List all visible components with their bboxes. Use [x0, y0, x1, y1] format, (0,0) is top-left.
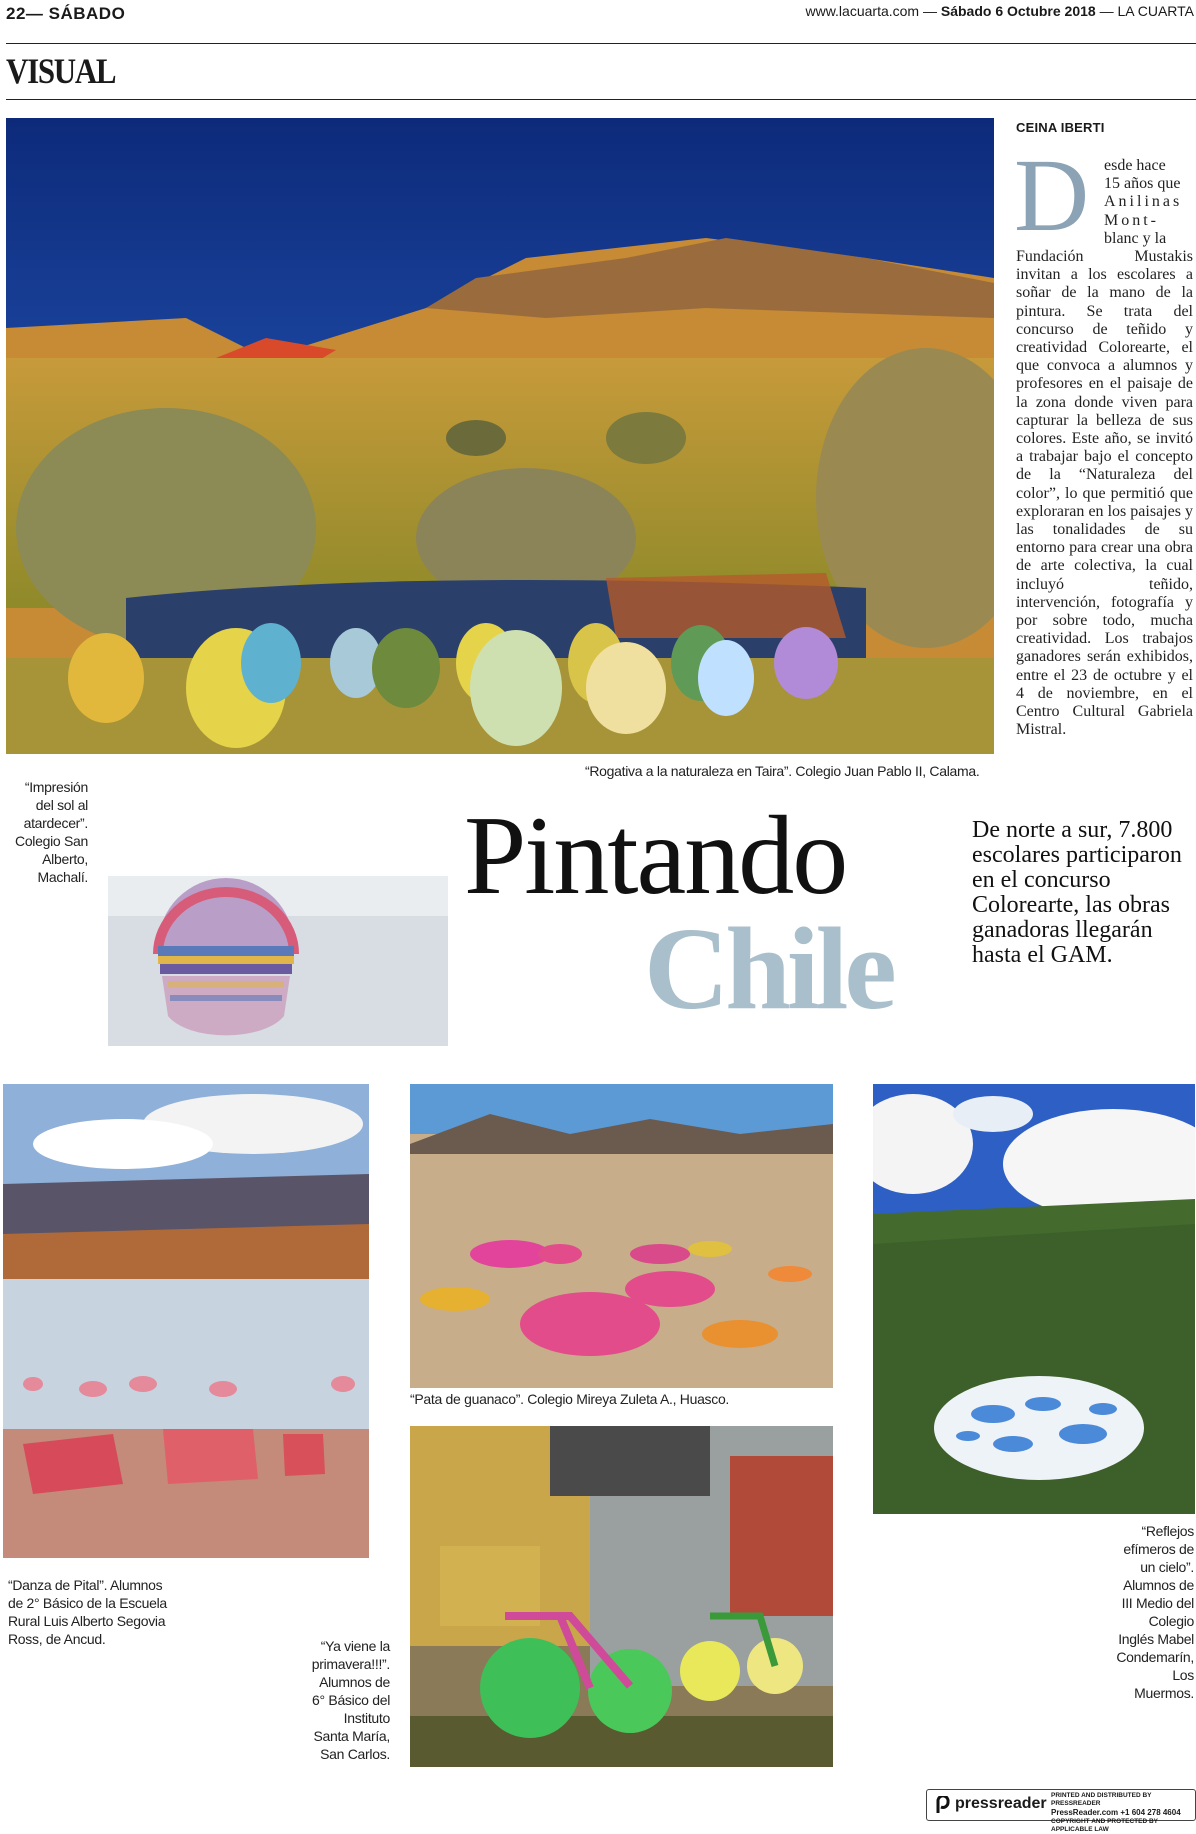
paper-name: — LA CUARTA: [1099, 3, 1194, 19]
headline-line2: Chile: [644, 903, 893, 1034]
article-body: Fundación Mustakis invitan a los escolares a soñar de la mano de la pintura. Se trata del concurso de teñido y creatividad Colorearte, el que convoca a alumnos y profesores en el paisaje de la zona donde viven para capturar la belleza de sus colores. Este año, se invitó a trabajar bajo el concepto de la “Naturaleza del color”, lo que permitió que exploraran en los paisajes y las tonalidades de su entorno para crear una obra de arte colectiva, la cual incluyó teñido, intervención, fotografía y por sobre todo, mucha creatividad. Los trabajos ganadores serán exhibidos, entre el 23 de octubre y el 4 de noviembre, en el Centro Cultural Gabriela Mistral.: [1016, 248, 1193, 739]
section-title: VISUAL: [6, 51, 116, 91]
pressreader-badge[interactable]: [926, 1789, 1196, 1833]
article-lead-lines: esde hace 15 años que Anilinas Mont- blanc y la: [1104, 157, 1183, 247]
sol-caption: “Impresión del sol al atardecer”. Colegio San Alberto, Machalí.: [15, 779, 88, 885]
issue-date: Sábado 6 Octubre 2018: [940, 3, 1096, 19]
sol-photo: [108, 876, 448, 1046]
pressreader-logo: pressreader: [955, 1795, 1047, 1812]
reflejos-caption: “Reflejos efímeros de un cielo”. Alumnos de III Medio del Colegio Inglés Mabel Condemarín, Los Muermos.: [1116, 1523, 1194, 1701]
byline: CEINA IBERTI: [1016, 120, 1105, 135]
primavera-photo: [410, 1426, 833, 1767]
guanaco-caption: “Pata de guanaco”. Colegio Mireya Zuleta A., Huasco.: [410, 1391, 730, 1407]
header-rule: [6, 43, 1196, 44]
guanaco-photo: [410, 1084, 833, 1388]
pressreader-logo-icon: [935, 1796, 951, 1814]
deck: De norte a sur, 7.800 escolares participaron en el concurso Colorearte, las obras ganadoras llegarán hasta el GAM.: [972, 817, 1182, 968]
page-label: 22— SÁBADO: [6, 4, 126, 23]
reflejos-photo: [873, 1084, 1195, 1514]
site-url[interactable]: www.lacuarta.com —: [805, 3, 937, 19]
main-photo: [6, 118, 994, 754]
main-photo-caption: “Rogativa a la naturaleza en Taira”. Colegio Juan Pablo II, Calama.: [585, 763, 980, 779]
primavera-caption: “Ya viene la primavera!!!”. Alumnos de 6° Básico del Instituto Santa María, San Carlos.: [311, 1638, 390, 1762]
header-dateline: [805, 3, 1194, 19]
pital-photo: [3, 1084, 369, 1558]
pital-caption: “Danza de Pital”. Alumnos de 2° Básico de la Escuela Rural Luis Alberto Segovia Ross, de Ancud.: [8, 1577, 167, 1647]
section-rule: [6, 99, 1196, 100]
dropcap: D: [1014, 138, 1090, 253]
headline-line1: Pintando: [464, 794, 847, 918]
pressreader-notice: PRINTED AND DISTRIBUTED BY PRESSREADER PressReader.com +1 604 278 4604 COPYRIGHT AND PROTECTED BY APPLICABLE LAW: [1051, 1792, 1181, 1833]
